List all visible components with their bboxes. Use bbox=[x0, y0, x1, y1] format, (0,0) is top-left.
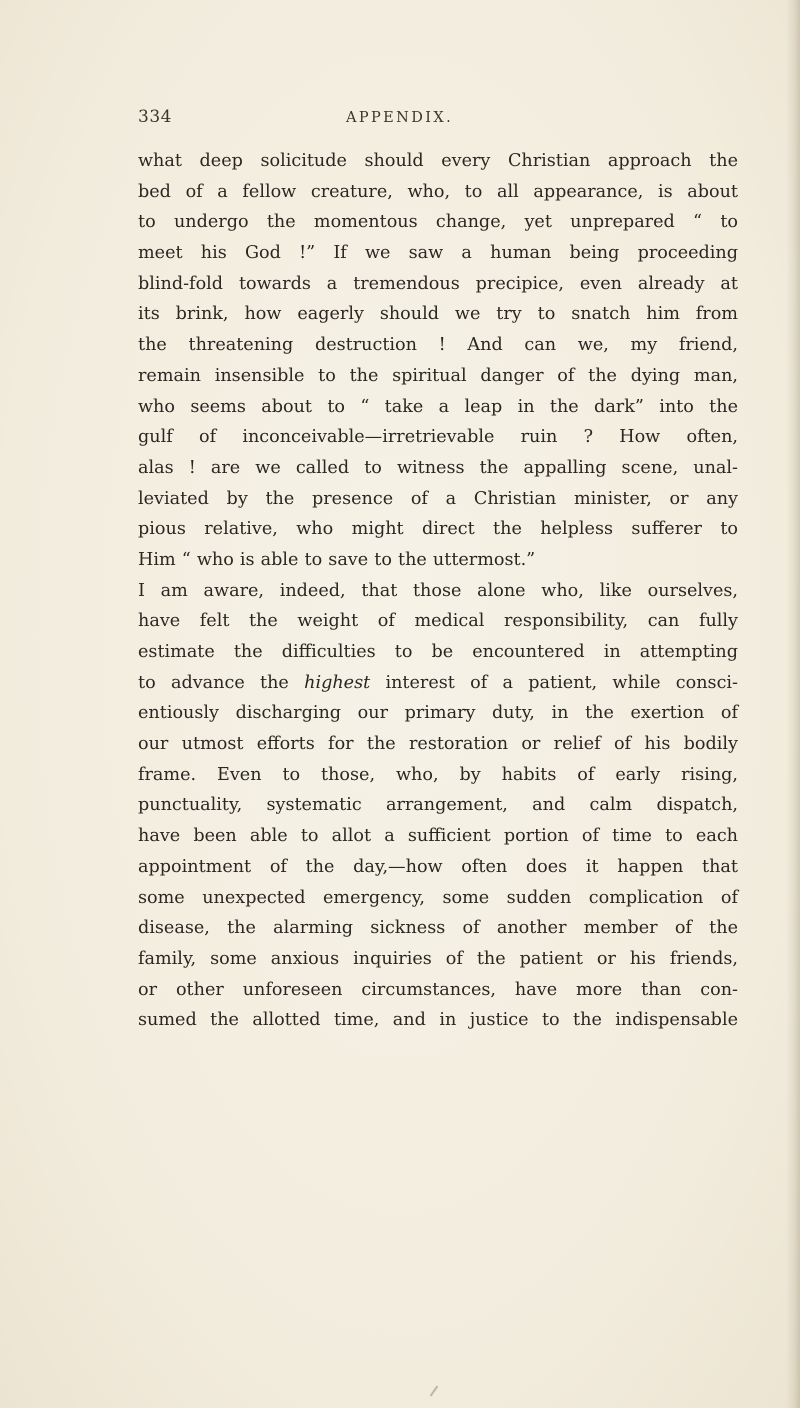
text-line: frame. Even to those, who, by habits of early rising, bbox=[138, 764, 738, 785]
text-line: remain insensible to the spiritual danger of the dying man, bbox=[138, 365, 738, 386]
text-line: entiously discharging our primary duty, in the exertion of bbox=[138, 703, 738, 724]
text-line-paragraph-end: Him “ who is able to save to the uttermost.” bbox=[138, 549, 536, 570]
text-line: sumed the allotted time, and in justice to the indispensable bbox=[138, 1010, 738, 1031]
text-line-paragraph-start: I am aware, indeed, that those alone who, like ourselves, bbox=[138, 580, 738, 601]
text-line: estimate the difficulties to be encountered in attempting bbox=[138, 642, 738, 662]
text-line: family, some anxious inquiries of the patient or his friends, bbox=[138, 948, 738, 969]
text-line: some unexpected emergency, some sudden complication of bbox=[138, 887, 738, 908]
text-line: meet his God !” If we saw a human being proceeding bbox=[138, 243, 738, 264]
text-line: pious relative, who might direct the helpless sufferer to bbox=[138, 519, 738, 540]
text-line: its brink, how eagerly should we try to snatch him from bbox=[138, 304, 738, 325]
text-line: have been able to allot a sufficient portion of time to each bbox=[138, 826, 738, 847]
text-line: to undergo the momentous change, yet unprepared “ to bbox=[138, 212, 738, 233]
text-line: alas ! are we called to witness the appalling scene, unal- bbox=[138, 457, 738, 478]
page-edge-shadow bbox=[786, 0, 800, 1408]
text-line: have felt the weight of medical responsibility, can fully bbox=[138, 611, 738, 632]
paper-speck bbox=[430, 1386, 439, 1397]
text-line: leviated by the presence of a Christian minister, or any bbox=[138, 488, 738, 509]
text-line: the threatening destruction ! And can we, my friend, bbox=[138, 335, 738, 356]
text-line: blind-fold towards a tremendous precipice, even already at bbox=[138, 273, 738, 294]
text-line: who seems about to “ take a leap in the dark” into the bbox=[138, 396, 738, 417]
running-head: APPENDIX. bbox=[346, 110, 454, 126]
page-header bbox=[138, 107, 698, 131]
text-line: disease, the alarming sickness of another member of the bbox=[138, 918, 738, 939]
page-number: 334 bbox=[138, 107, 172, 127]
text-line-italic-highest: to advance the highest interest of a patient, while consci- bbox=[138, 672, 739, 693]
body-text bbox=[138, 146, 738, 1036]
emphasis-highest: highest bbox=[304, 672, 371, 693]
text-line: appointment of the day,—how often does it happen that bbox=[138, 856, 738, 877]
text-line: what deep solicitude should every Christian approach the bbox=[138, 151, 738, 171]
text-line: our utmost efforts for the restoration or relief of his bodily bbox=[138, 734, 738, 755]
text-line: or other unforeseen circumstances, have more than con- bbox=[138, 979, 738, 1000]
text-line: gulf of inconceivable—irretrievable ruin ? How often, bbox=[138, 427, 738, 448]
text-line: punctuality, systematic arrangement, and calm dispatch, bbox=[138, 795, 738, 816]
text-line: bed of a fellow creature, who, to all appearance, is about bbox=[138, 181, 738, 202]
